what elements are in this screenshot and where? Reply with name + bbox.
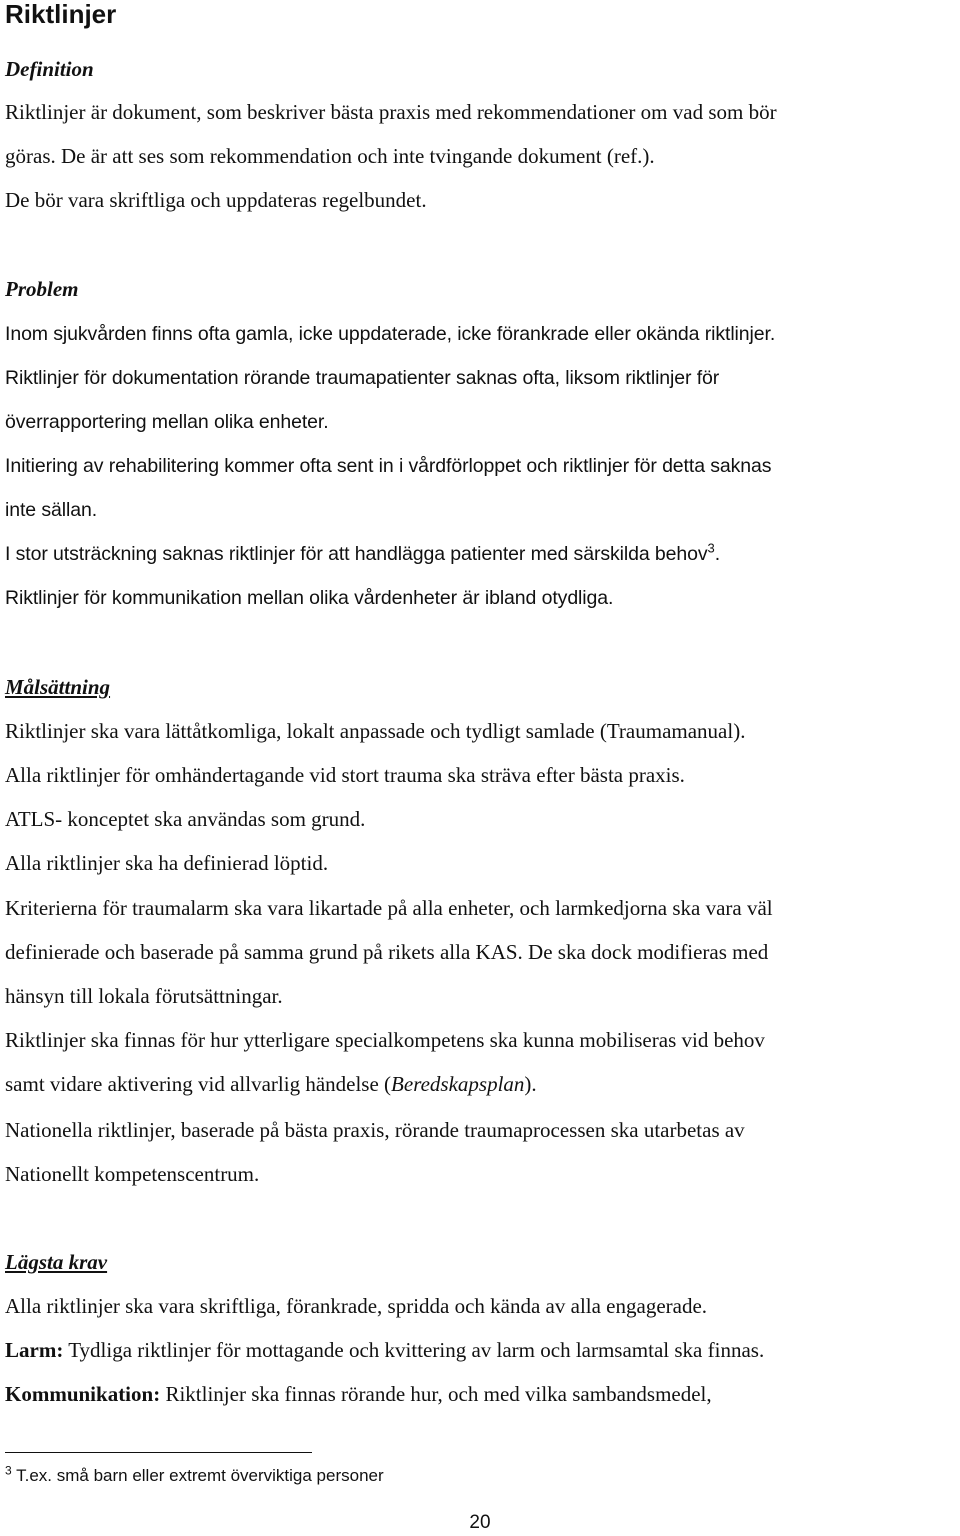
communication-label: Kommunikation:: [5, 1382, 161, 1406]
page-number: 20: [469, 1512, 491, 1533]
problem-line-3: överrapportering mellan olika enheter.: [5, 411, 329, 433]
minimum-alarm-line: [5, 1336, 764, 1364]
minimum-line-1: Alla riktlinjer ska vara skriftliga, förankrade, spridda och kända av alla engagerade.: [5, 1294, 708, 1318]
goals-activation-line: [5, 1070, 537, 1098]
problem-line-4: Initiering av rehabilitering kommer ofta sent in i vårdförloppet och riktlinjer för detta saknas: [5, 455, 772, 477]
problem-line-2: Riktlinjer för dokumentation rörande traumapatienter saknas ofta, liksom riktlinjer för: [5, 367, 720, 389]
footnote-number: 3: [5, 1463, 12, 1478]
definition-line-2: göras. De är att ses som rekommendation och inte tvingande dokument (ref.).: [5, 144, 655, 168]
problem-special-needs-line: [5, 540, 720, 568]
alarm-label: Larm:: [5, 1338, 64, 1362]
goals-line-1: Riktlinjer ska vara lättåtkomliga, lokalt anpassade och tydligt samlade (Traumamanual).: [5, 719, 746, 743]
activation-suffix: ).: [524, 1072, 537, 1096]
alarm-text: Tydliga riktlinjer för mottagande och kvittering av larm och larmsamtal ska finnas.: [63, 1338, 765, 1362]
goals-heading: Målsättning: [5, 675, 111, 699]
problem-communication-line: Riktlinjer för kommunikation mellan olika vårdenheter är ibland otydliga.: [5, 587, 614, 609]
activation-prefix: samt vidare aktivering vid allvarlig händelse (: [5, 1072, 392, 1096]
goals-line-7: hänsyn till lokala förutsättningar.: [5, 984, 283, 1008]
goals-line-4: Alla riktlinjer ska ha definierad löptid.: [5, 851, 329, 875]
minimum-heading: Lägsta krav: [5, 1250, 108, 1274]
goals-national-line-2: Nationellt kompetenscentrum.: [5, 1162, 260, 1186]
problem-heading: Problem: [5, 277, 79, 301]
special-needs-text: I stor utsträckning saknas riktlinjer för att handlägga patienter med särskilda behov: [5, 543, 708, 565]
definition-line-3: De bör vara skriftliga och uppdateras regelbundet.: [5, 188, 427, 212]
activation-plan-name: Beredskapsplan: [391, 1072, 525, 1096]
goals-line-6: definierade och baserade på samma grund på rikets alla KAS. De ska dock modifieras med: [5, 940, 769, 964]
definition-line-1: Riktlinjer är dokument, som beskriver bästa praxis med rekommendationer om vad som bör: [5, 100, 777, 124]
goals-line-8: Riktlinjer ska finnas för hur ytterligare specialkompetens ska kunna mobiliseras vid behov: [5, 1028, 765, 1052]
definition-heading: Definition: [5, 57, 94, 81]
footnote-reference: 3: [707, 540, 715, 556]
goals-line-3: ATLS- konceptet ska användas som grund.: [5, 807, 366, 831]
problem-line-5: inte sällan.: [5, 499, 98, 521]
communication-text: Riktlinjer ska finnas rörande hur, och med vilka sambandsmedel,: [160, 1382, 712, 1406]
footnote: [5, 1463, 384, 1489]
footnote-text: T.ex. små barn eller extremt överviktiga personer: [11, 1466, 384, 1485]
page-title: Riktlinjer: [5, 0, 117, 29]
footnote-divider: [5, 1452, 312, 1453]
special-needs-period: .: [714, 543, 721, 565]
goals-line-2: Alla riktlinjer för omhändertagande vid stort trauma ska sträva efter bästa praxis.: [5, 763, 685, 787]
goals-national-line-1: Nationella riktlinjer, baserade på bästa praxis, rörande traumaprocessen ska utarbetas av: [5, 1118, 745, 1142]
problem-line-1: Inom sjukvården finns ofta gamla, icke uppdaterade, icke förankrade eller okända riktlinjer.: [5, 323, 776, 345]
goals-line-5: Kriterierna för traumalarm ska vara likartade på alla enheter, och larmkedjorna ska vara väl: [5, 896, 773, 920]
minimum-communication-line: [5, 1380, 712, 1408]
